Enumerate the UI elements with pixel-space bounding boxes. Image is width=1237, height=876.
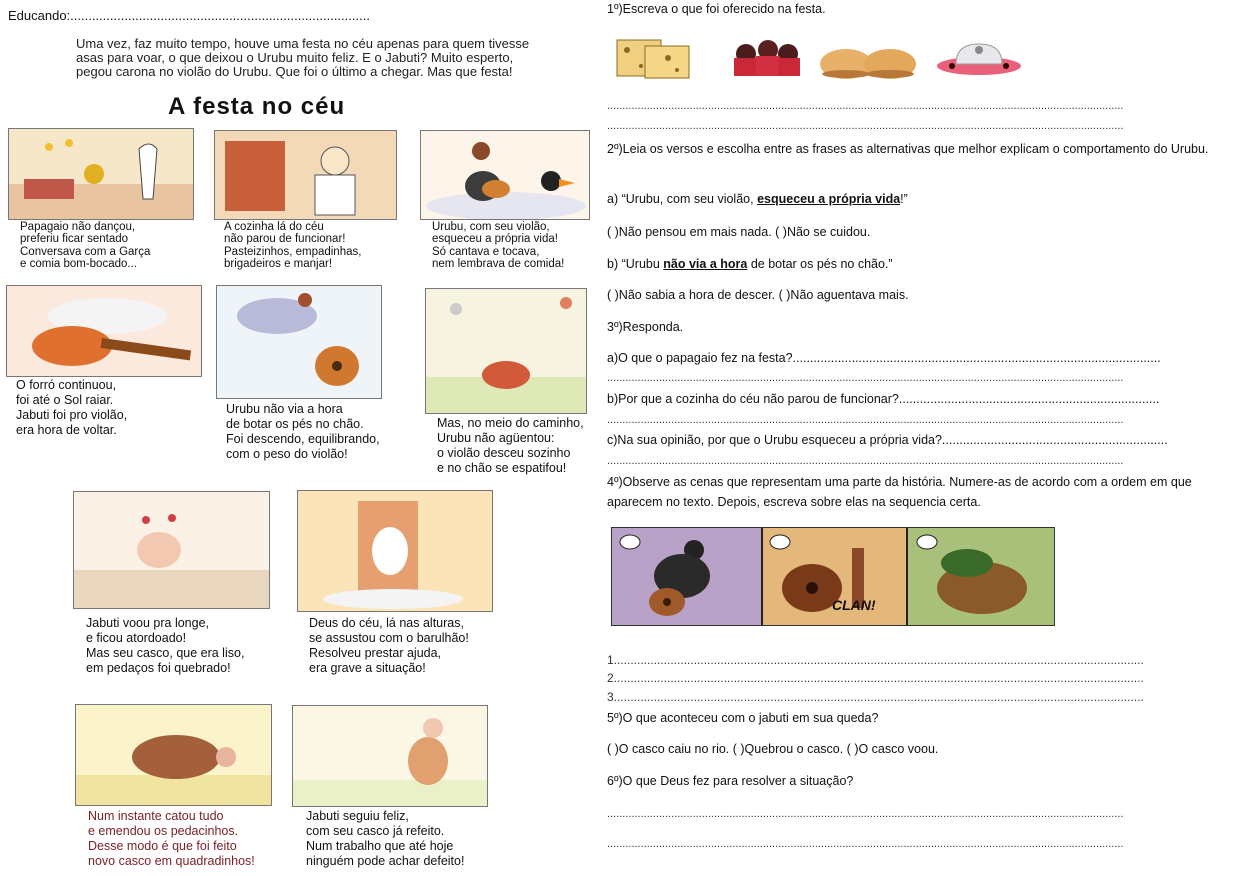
question-2b-highlight: não via a hora — [663, 257, 748, 271]
question-6: 6º)O que Deus fez para resolver a situação? — [607, 774, 854, 788]
panel-vulture-descending — [216, 285, 382, 399]
story-title: A festa no céu — [168, 93, 346, 120]
panel-vulture-guitar — [420, 130, 590, 220]
caption-8: Deus do céu, lá nas alturas, se assustou com o barulhão! Resolveu prestar ajuda, era grave a situação! — [309, 616, 469, 675]
question-2a-end: !” — [900, 192, 908, 206]
answer-line-6a[interactable]: ......................................................................................................................................................................... — [607, 808, 1124, 820]
cheese-icon — [613, 36, 693, 82]
question-5-options[interactable]: ( )O casco caiu no rio. ( )Quebrou o casco. ( )O casco voou. — [607, 742, 939, 756]
panel-turtle-in-guitar — [6, 285, 202, 377]
question-2a-highlight: esqueceu a própria vida — [757, 192, 901, 206]
caption-7: Jabuti voou pra longe, e ficou atordoado! Mas seu casco, que era liso, em pedaços foi quebrado! — [86, 616, 245, 675]
panel-parrot-heron — [8, 128, 194, 220]
sequence-line-3[interactable]: 3............................................................................................................................................................... — [607, 690, 1144, 704]
caption-2: A cozinha lá do céu não parou de funcionar! Pasteizinhos, empadinhas, brigadeiros e manjar! — [224, 221, 362, 271]
question-2b-text: b) “Urubu — [607, 257, 664, 271]
story-intro: Uma vez, faz muito tempo, houve uma festa no céu apenas para quem tivesse asas para voar, o que deixou o Urubu muito feliz. E o Jabuti? Muito esperto, pegou carona no violão do Urubu. Que foi o último a chegar. Mas que festa! — [76, 36, 530, 79]
panel-shell-mended — [75, 704, 272, 806]
answer-line-3b[interactable]: ......................................................................................................................................................................... — [607, 414, 1124, 426]
caption-5: Urubu não via a hora de botar os pés no chão. Foi descendo, equilibrando, com o peso do violão! — [226, 402, 380, 461]
question-3b: b)Por que a cozinha do céu não parou de funcionar?........................................................................... — [607, 392, 1160, 406]
question-2b-end: de botar os pés no chão.” — [747, 257, 893, 271]
caption-1: Papagaio não dançou, preferiu ficar sentado Conversava com a Garça e comia bom-bocado... — [20, 221, 151, 271]
question-2a — [607, 192, 908, 206]
caption-3: Urubu, com seu violão, esqueceu a própria vida! Só cantava e tocava, nem lembrava de comida! — [432, 221, 565, 271]
caption-4: O forró continuou, foi até o Sol raiar. Jabuti foi pro violão, era hora de voltar. — [16, 378, 128, 437]
pastries-icon — [818, 42, 918, 80]
student-name-line: Educando:................................................................................... — [8, 8, 370, 23]
question-5: 5º)O que aconteceu com o jabuti em sua queda? — [607, 711, 879, 725]
cupcakes-icon — [730, 40, 804, 80]
panel-turtle-dizzy — [73, 491, 270, 609]
caption-10: Jabuti seguiu feliz, com seu casco já refeito. Num trabalho que até hoje ninguém pode achar defeito! — [306, 809, 465, 868]
question-2a-options[interactable]: ( )Não pensou em mais nada. ( )Não se cuidou. — [607, 225, 871, 239]
pudding-icon — [934, 40, 1024, 76]
sequence-line-2[interactable]: 2............................................................................................................................................................... — [607, 671, 1144, 685]
caption-9: Num instante catou tudo e emendou os pedacinhos. Desse modo é que foi feito novo casco em quadradinhos! — [88, 809, 255, 868]
question-3c: c)Na sua opinião, por que o Urubu esqueceu a própria vida?................................................................. — [607, 433, 1168, 447]
panel-guitar-falling — [425, 288, 587, 414]
clan-sound-effect: CLAN! — [832, 597, 876, 613]
answer-line-3c[interactable]: ......................................................................................................................................................................... — [607, 455, 1124, 467]
question-3: 3º)Responda. — [607, 320, 684, 334]
question-3a: a)O que o papagaio fez na festa?.......................................................................................................... — [607, 351, 1161, 365]
answer-line-3a[interactable]: ......................................................................................................................................................................... — [607, 372, 1124, 384]
question-2b-options[interactable]: ( )Não sabia a hora de descer. ( )Não aguentava mais. — [607, 288, 909, 302]
panel-god-throne — [297, 490, 493, 612]
question-2b — [607, 257, 893, 271]
panel-kitchen — [214, 130, 397, 220]
sequence-line-1[interactable]: 1............................................................................................................................................................... — [607, 653, 1144, 667]
question-2a-text: a) “Urubu, com seu violão, — [607, 192, 758, 206]
caption-6: Mas, no meio do caminho, Urubu não agüentou: o violão desceu sozinho e no chão se espatifou! — [437, 416, 584, 475]
answer-line-1a[interactable]: ......................................................................................................................................................................... — [607, 100, 1124, 112]
answer-line-1b[interactable]: ......................................................................................................................................................................... — [607, 120, 1124, 132]
question-1: 1º)Escreva o que foi oferecido na festa. — [607, 2, 826, 16]
question-2: 2º)Leia os versos e escolha entre as frases as alternativas que melhor explicam o comportamento do Urubu. — [607, 142, 1209, 156]
answer-line-6b[interactable]: ......................................................................................................................................................................... — [607, 838, 1124, 850]
question-4: 4º)Observe as cenas que representam uma parte da história. Numere-as de acordo com a ordem em que aparecem no texto. Depois, escreva sobre elas na sequencia certa. — [607, 475, 1192, 509]
panel-turtle-happy — [292, 705, 488, 807]
